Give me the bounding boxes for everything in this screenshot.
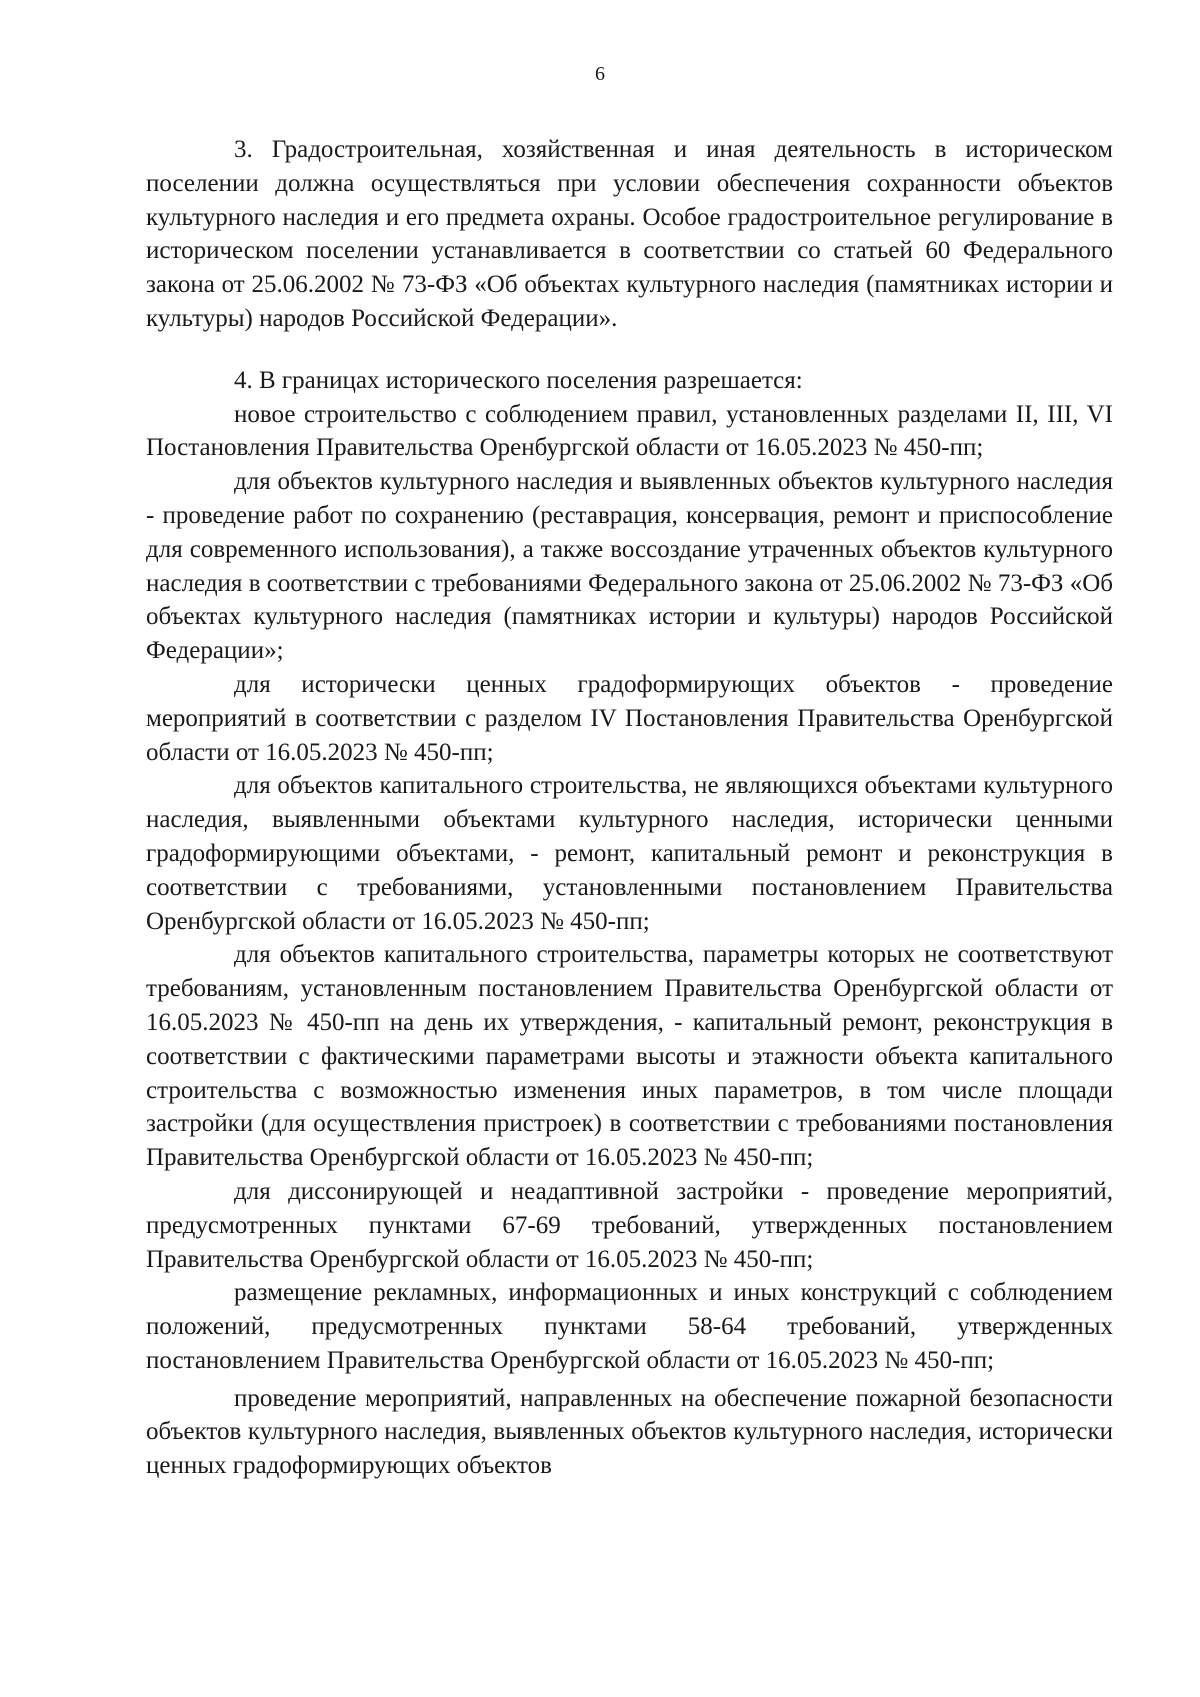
paragraph-heritage-objects: для объектов культурного наследия и выявленных объектов культурного наследия - проведение работ по сохранению (реставрация, консервация, ремонт и приспособление для современного использования), а также воссоздание утраченных объектов культурного наследия в соответствии с требованиями Федерального закона от 25.06.2002 № 73-ФЗ «Об объектах культурного наследия (памятниках истории и культуры) народов Российской Федерации»; [146, 468, 1113, 665]
paragraph-dissonant-buildings: для диссонирующей и неадаптивной застройки - проведение мероприятий, предусмотренных пунктами 67-69 требований, утвержденных постановлением Правительства Оренбургской области от 16.05.2023 № 450-пп; [146, 1177, 1113, 1273]
page-number: 6 [595, 63, 605, 85]
document-body [146, 133, 1113, 1483]
paragraph-valuable-objects: для исторически ценных градоформирующих объектов - проведение мероприятий в соответствии с разделом IV Постановления Правительства Оренбургской области от 16.05.2023 № 450-пп; [146, 670, 1113, 766]
paragraph-4-heading: 4. В границах исторического поселения разрешается: [234, 366, 803, 394]
paragraph-3-intro: 3. Градостроительная, хозяйственная и иная деятельность в историческом поселении должна осуществляться при условии обеспечения сохранности объектов культурного наследия и его предмета охраны. Особое градостроительное регулирование в историческом поселении устанавливается в соответствии со статьей 60 Федерального закона от 25.06.2002 № 73-ФЗ «Об объектах культурного наследия (памятниках истории и культуры) народов Российской Федерации». [146, 136, 1113, 332]
paragraph-capital-construction: для объектов капитального строительства, не являющихся объектами культурного наследия, выявленными объектами культурного наследия, исторически ценными градоформирующими объектами, - ремонт, капитальный ремонт и реконструкция в соответствии с требованиями, установленными постановлением Правительства Оренбургской области от 16.05.2023 № 450-пп; [146, 772, 1113, 935]
paragraph-new-construction: новое строительство с соблюдением правил, установленных разделами II, III, VI Постановления Правительства Оренбургской области от 16.05.2023 № 450-пп; [146, 400, 1113, 462]
paragraph-fire-safety: проведение мероприятий, направленных на обеспечение пожарной безопасности объектов культурного наследия, выявленных объектов культурного наследия, исторически ценных градоформирующих объектов [146, 1384, 1113, 1480]
paragraph-advertising-structures: размещение рекламных, информационных и иных конструкций с соблюдением положений, предусмотренных пунктами 58-64 требований, утвержденных постановлением Правительства Оренбургской области от 16.05.2023 № 450-пп; [146, 1279, 1113, 1374]
paragraph-non-compliant-objects: для объектов капитального строительства, параметры которых не соответствуют требованиям, установленным постановлением Правительства Оренбургской области от 16.05.2023 № 450-пп на день их утверждения, - капитальный ремонт, реконструкция в соответствии с фактическими параметрами высоты и этажности объекта капитального строительства с возможностью изменения иных параметров, в том числе площади застройки (для осуществления пристроек) в соответствии с требованиями постановления Правительства Оренбургской области от 16.05.2023 № 450-пп; [146, 941, 1113, 1172]
